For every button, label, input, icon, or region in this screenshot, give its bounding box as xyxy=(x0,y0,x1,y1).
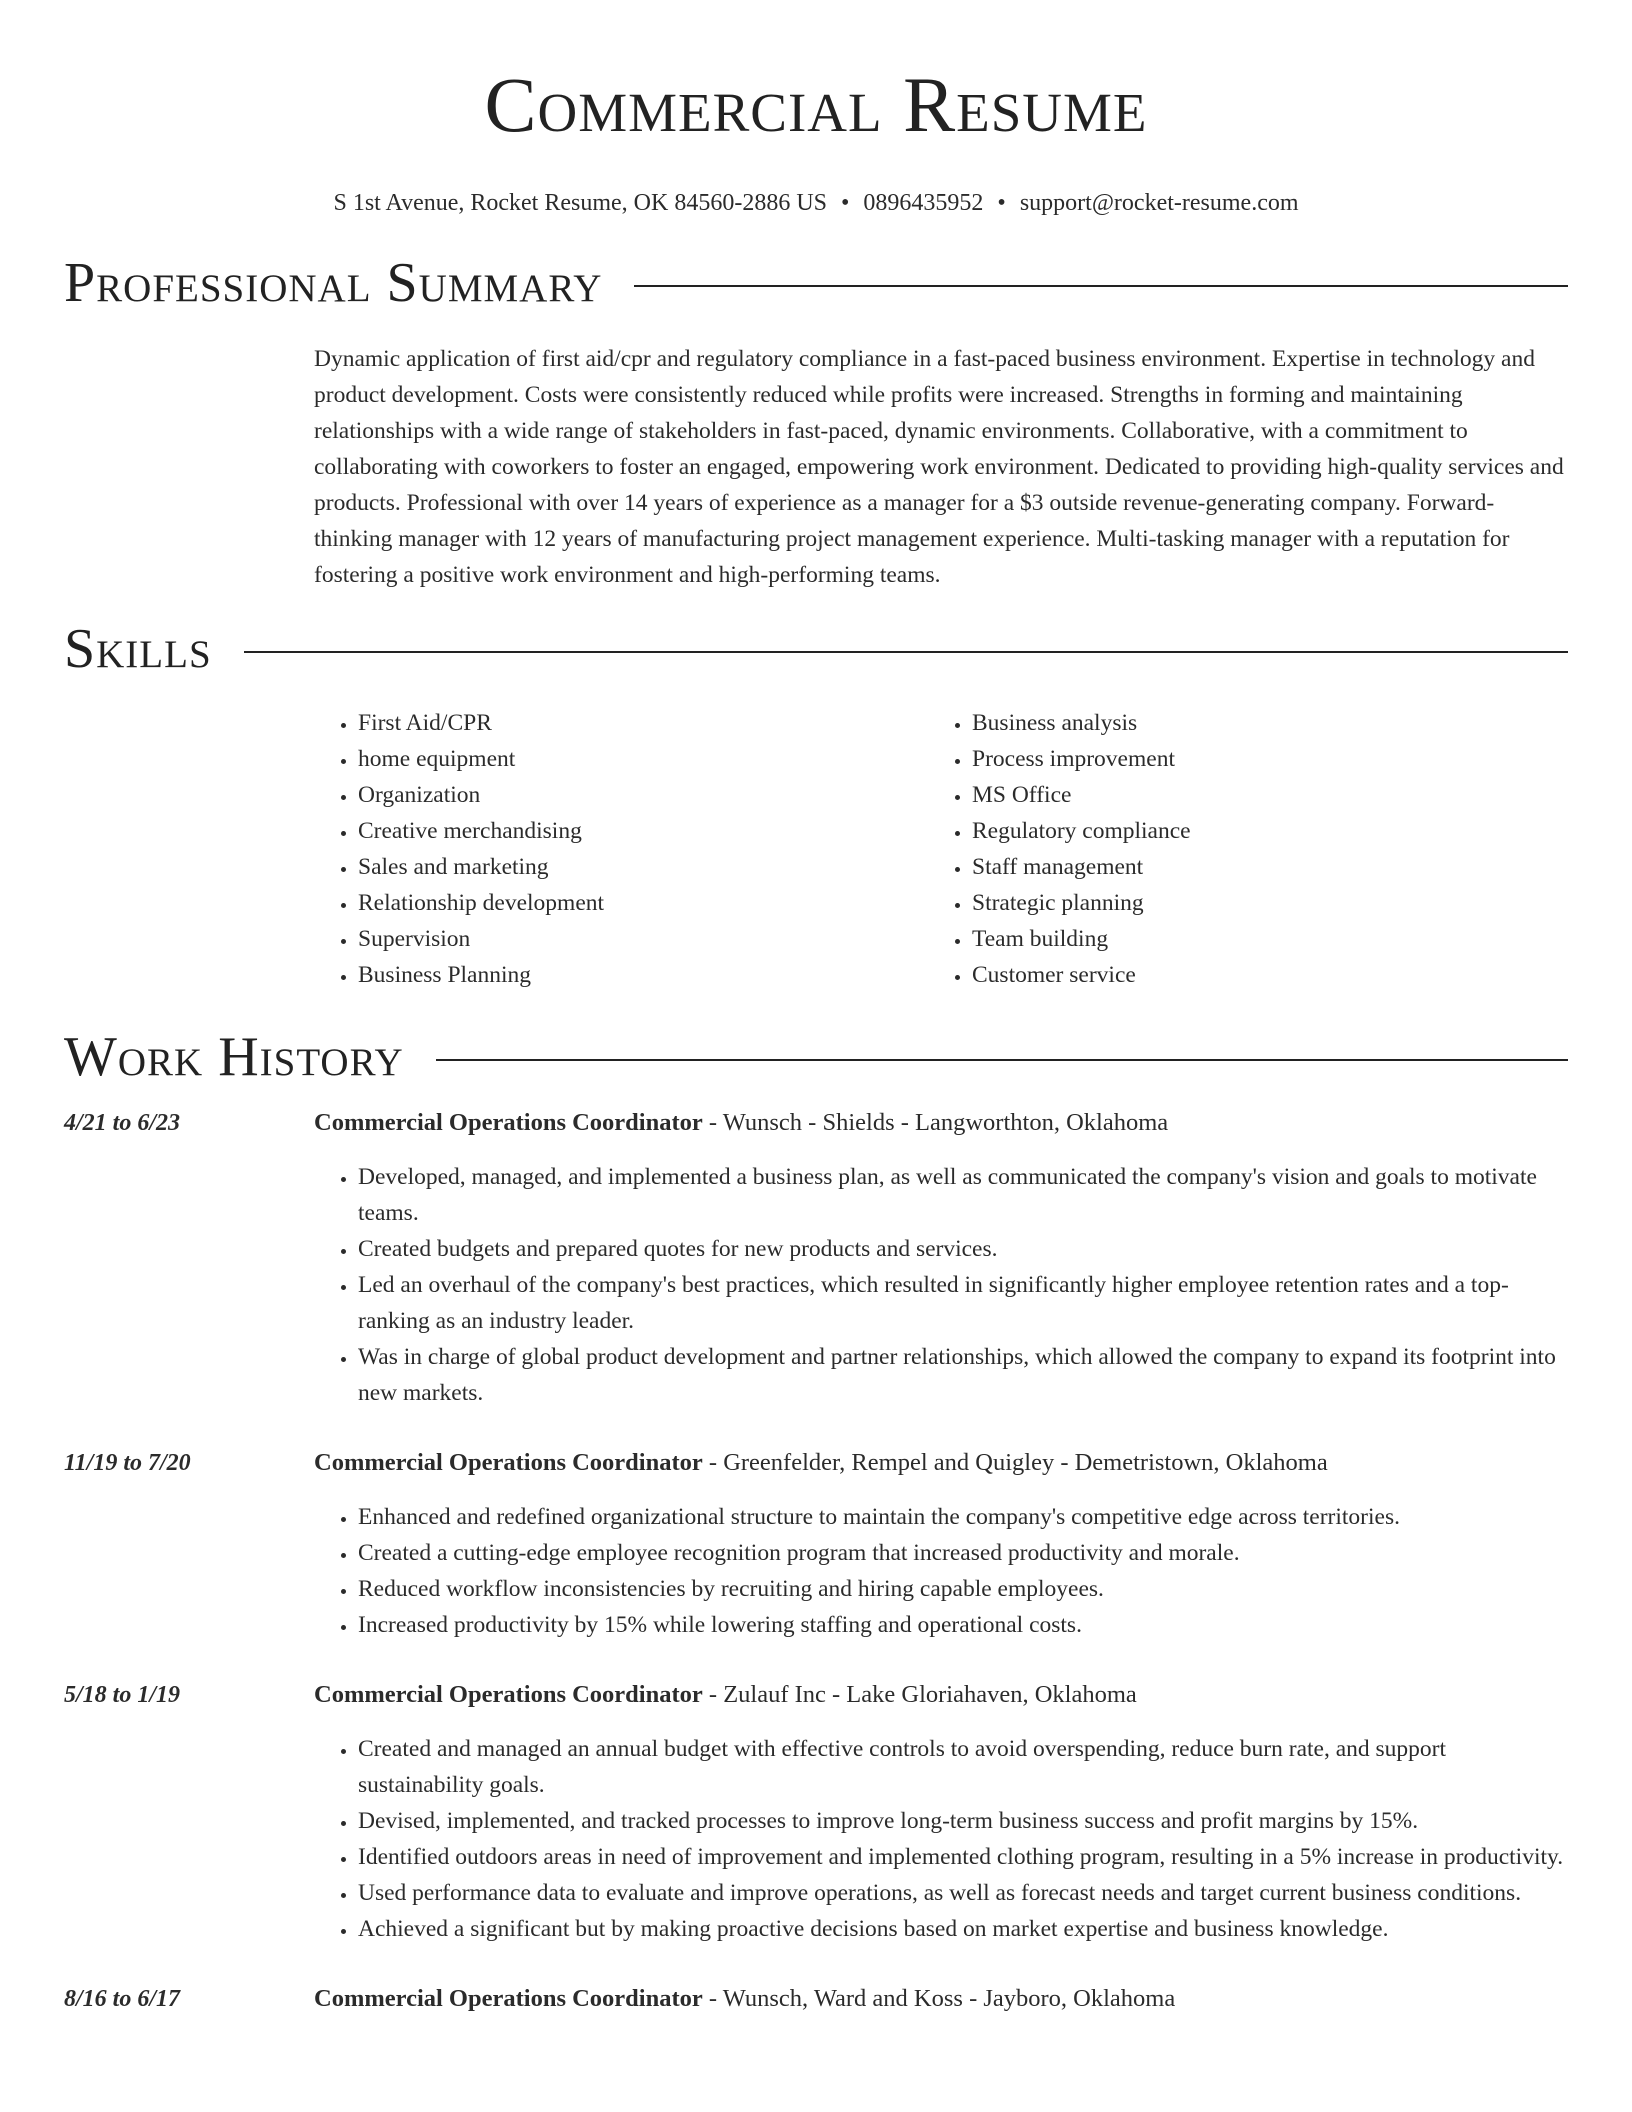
skill-item: • Process improvement xyxy=(972,741,1542,777)
skill-item: • Business Planning xyxy=(358,957,928,993)
skill-item: • Relationship development xyxy=(358,885,928,921)
job-title-line xyxy=(314,1445,1568,1481)
contact-separator: • xyxy=(841,190,850,216)
job-bullet: • Identified outdoors areas in need of improvement and implemented clothing program, resulting in a 5% increase in productivity. xyxy=(358,1839,1568,1875)
job-bullets xyxy=(314,1159,1568,1411)
job-dates: 5/18 to 1/19 xyxy=(64,1682,181,1708)
job-dates: 11/19 to 7/20 xyxy=(64,1450,191,1476)
skills-column-right xyxy=(928,705,1542,993)
job-bullet: • Led an overhaul of the company's best practices, which resulted in significantly higher employee retention rates and a top-ranking as an industry leader. xyxy=(358,1267,1568,1339)
skill-item: • Customer service xyxy=(972,957,1542,993)
skill-item: • First Aid/CPR xyxy=(358,705,928,741)
skill-item: • Organization xyxy=(358,777,928,813)
job-entry xyxy=(64,1677,1568,1947)
contact-address: S 1st Avenue, Rocket Resume, OK 84560-2886 US xyxy=(333,190,828,216)
job-title: Commercial Operations Coordinator xyxy=(314,1109,703,1136)
summary-section-header xyxy=(64,253,1568,313)
job-body xyxy=(314,1677,1568,1947)
skill-item: • Creative merchandising xyxy=(358,813,928,849)
skill-item: • Team building xyxy=(972,921,1542,957)
skill-item: • Strategic planning xyxy=(972,885,1542,921)
job-company: - Wunsch, Ward and Koss - Jayboro, Oklahoma xyxy=(702,1985,1176,2012)
job-bullet: • Enhanced and redefined organizational structure to maintain the company's competitive edge across territories. xyxy=(358,1499,1568,1535)
contact-separator: • xyxy=(997,190,1006,216)
job-company: - Zulauf Inc - Lake Gloriahaven, Oklahoma xyxy=(702,1681,1137,1708)
job-bullet: • Created budgets and prepared quotes for new products and services. xyxy=(358,1231,1568,1267)
job-bullet: • Achieved a significant but by making proactive decisions based on market expertise and business knowledge. xyxy=(358,1911,1568,1947)
work-section-header xyxy=(64,1027,1568,1087)
skill-item: • Staff management xyxy=(972,849,1542,885)
job-title-line xyxy=(314,1981,1568,2017)
job-title-line xyxy=(314,1105,1568,1141)
job-bullet: • Reduced workflow inconsistencies by recruiting and hiring capable employees. xyxy=(358,1571,1568,1607)
job-title: Commercial Operations Coordinator xyxy=(314,1449,703,1476)
skills-section-header xyxy=(64,619,1568,679)
skill-item: • home equipment xyxy=(358,741,928,777)
work-heading: Work History xyxy=(64,1026,404,1088)
job-dates: 8/16 to 6/17 xyxy=(64,1986,181,2012)
skills-list xyxy=(314,705,1568,993)
job-entry xyxy=(64,1981,1568,2017)
skill-item: • Supervision xyxy=(358,921,928,957)
job-bullet: • Devised, implemented, and tracked processes to improve long-term business success and profit margins by 15%. xyxy=(358,1803,1568,1839)
job-bullets xyxy=(314,1731,1568,1947)
contact-line xyxy=(64,190,1568,217)
job-company: - Greenfelder, Rempel and Quigley - Demetristown, Oklahoma xyxy=(702,1449,1328,1476)
skills-heading: Skills xyxy=(64,618,212,680)
job-bullet: • Developed, managed, and implemented a business plan, as well as communicated the company's vision and goals to motivate teams. xyxy=(358,1159,1568,1231)
job-bullet: • Increased productivity by 15% while lowering staffing and operational costs. xyxy=(358,1607,1568,1643)
job-dates: 4/21 to 6/23 xyxy=(64,1110,181,1136)
job-company: - Wunsch - Shields - Langworthton, Oklahoma xyxy=(702,1109,1169,1136)
contact-phone: 0896435952 xyxy=(863,190,984,216)
job-bullet: • Used performance data to evaluate and improve operations, as well as forecast needs and target current business conditions. xyxy=(358,1875,1568,1911)
contact-email[interactable]: support@rocket-resume.com xyxy=(1019,190,1299,216)
skill-item: • Sales and marketing xyxy=(358,849,928,885)
job-title: Commercial Operations Coordinator xyxy=(314,1985,703,2012)
skill-item: • Business analysis xyxy=(972,705,1542,741)
resume-name: Commercial Resume xyxy=(484,61,1148,148)
summary-heading: Professional Summary xyxy=(64,252,603,314)
job-body xyxy=(314,1981,1568,2017)
job-bullet: • Was in charge of global product development and partner relationships, which allowed the company to expand its footprint into new markets. xyxy=(358,1339,1568,1411)
skill-item: • Regulatory compliance xyxy=(972,813,1542,849)
job-entry xyxy=(64,1445,1568,1643)
job-bullet: • Created a cutting-edge employee recognition program that increased productivity and morale. xyxy=(358,1535,1568,1571)
skills-column-left xyxy=(314,705,928,993)
section-divider xyxy=(634,285,1568,287)
job-bullet: • Created and managed an annual budget with effective controls to avoid overspending, reduce burn rate, and support sustainability goals. xyxy=(358,1731,1568,1803)
section-divider xyxy=(244,651,1568,653)
section-divider xyxy=(436,1059,1568,1061)
job-body xyxy=(314,1105,1568,1411)
skill-item: • MS Office xyxy=(972,777,1542,813)
job-body xyxy=(314,1445,1568,1643)
job-entry xyxy=(64,1105,1568,1411)
summary-text: Dynamic application of first aid/cpr and regulatory compliance in a fast-paced business environment. Expertise in technology and product development. Costs were consistently reduced while profits were increased. Strengths in forming and maintaining relationships with a wide range of stakeholders in fast-paced, dynamic environments. Collaborative, with a commitment to collaborating with coworkers to foster an engaged, empowering work environment. Dedicated to providing high-quality services and products. Professional with over 14 years of experience as a manager for a $3 outside revenue-generating company. Forward-thinking manager with 12 years of manufacturing project management experience. Multi-tasking manager with a reputation for fostering a positive work environment and high-performing teams. xyxy=(314,346,1564,588)
job-bullets xyxy=(314,1499,1568,1643)
job-title-line xyxy=(314,1677,1568,1713)
job-title: Commercial Operations Coordinator xyxy=(314,1681,703,1708)
